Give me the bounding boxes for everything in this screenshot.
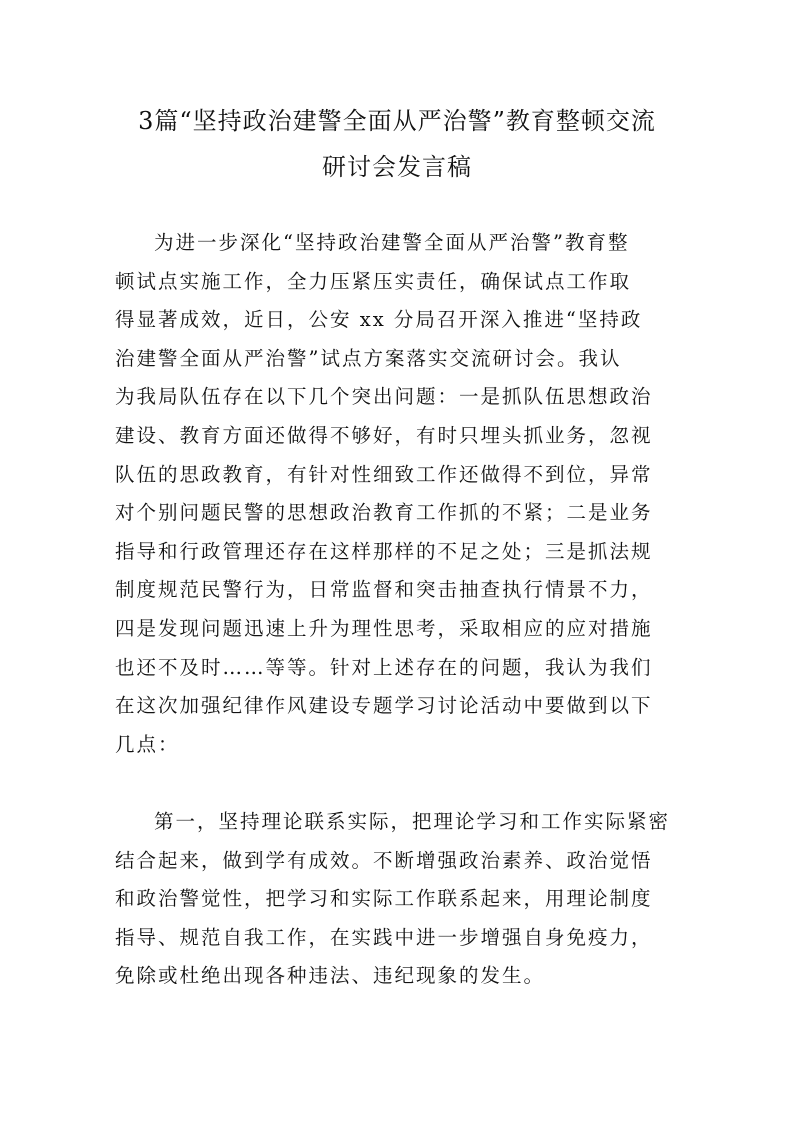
paragraph-line: 为我局队伍存在以下几个突出问题：一是抓队伍思想政治 [115, 385, 653, 409]
title-line-2: 研讨会发言稿 [322, 153, 472, 181]
paragraph-line: 为进一步深化“坚持政治建警全面从严治警”教育整 [154, 231, 630, 254]
paragraph-1 [115, 224, 685, 764]
paragraph-line: 治建警全面从严治警”试点方案落实交流研讨会。我认 [115, 346, 622, 370]
paragraph-line: 也还不及时……等等。针对上述存在的问题，我认为我们 [115, 655, 653, 679]
title-line-1: 3篇“坚持政治建警全面从严治警”教育整顿交流 [138, 107, 656, 135]
paragraph-line: 队伍的思政教育，有针对性细致工作还做得不到位，异常 [115, 462, 653, 486]
paragraph-line: 和政治警觉性，把学习和实际工作联系起来，用理论制度 [115, 887, 653, 911]
paragraph-line: 对个别问题民警的思想政治教育工作抓的不紧；二是业务 [115, 501, 653, 525]
paragraph-line: 得显著成效，近日，公安 xx 分局召开深入推进“坚持政 [115, 308, 643, 332]
document-title [110, 98, 684, 190]
paragraph-line: 顿试点实施工作，全力压紧压实责任，确保试点工作取 [115, 269, 632, 293]
paragraph-line: 在这次加强纪律作风建设专题学习讨论活动中要做到以下 [115, 694, 653, 718]
paragraph-line: 第一，坚持理论联系实际，把理论学习和工作实际紧密 [154, 810, 671, 833]
paragraph-line: 制度规范民警行为，日常监督和突击抽查执行情景不力， [115, 578, 653, 602]
paragraph-line: 建设、教育方面还做得不够好，有时只埋头抓业务，忽视 [115, 423, 653, 447]
paragraph-line: 指导、规范自我工作，在实践中进一步增强自身免疫力， [115, 925, 653, 949]
paragraph-line: 四是发现问题迅速上升为理性思考，采取相应的应对措施 [115, 616, 653, 640]
paragraph-line: 结合起来，做到学有成效。不断增强政治素养、政治觉悟 [115, 848, 653, 872]
paragraph-line: 免除或杜绝出现各种违法、违纪现象的发生。 [115, 964, 546, 988]
paragraph-line: 几点： [115, 732, 180, 756]
paragraph-line: 指导和行政管理还存在这样那样的不足之处；三是抓法规 [115, 539, 653, 563]
paragraph-2 [115, 803, 685, 996]
